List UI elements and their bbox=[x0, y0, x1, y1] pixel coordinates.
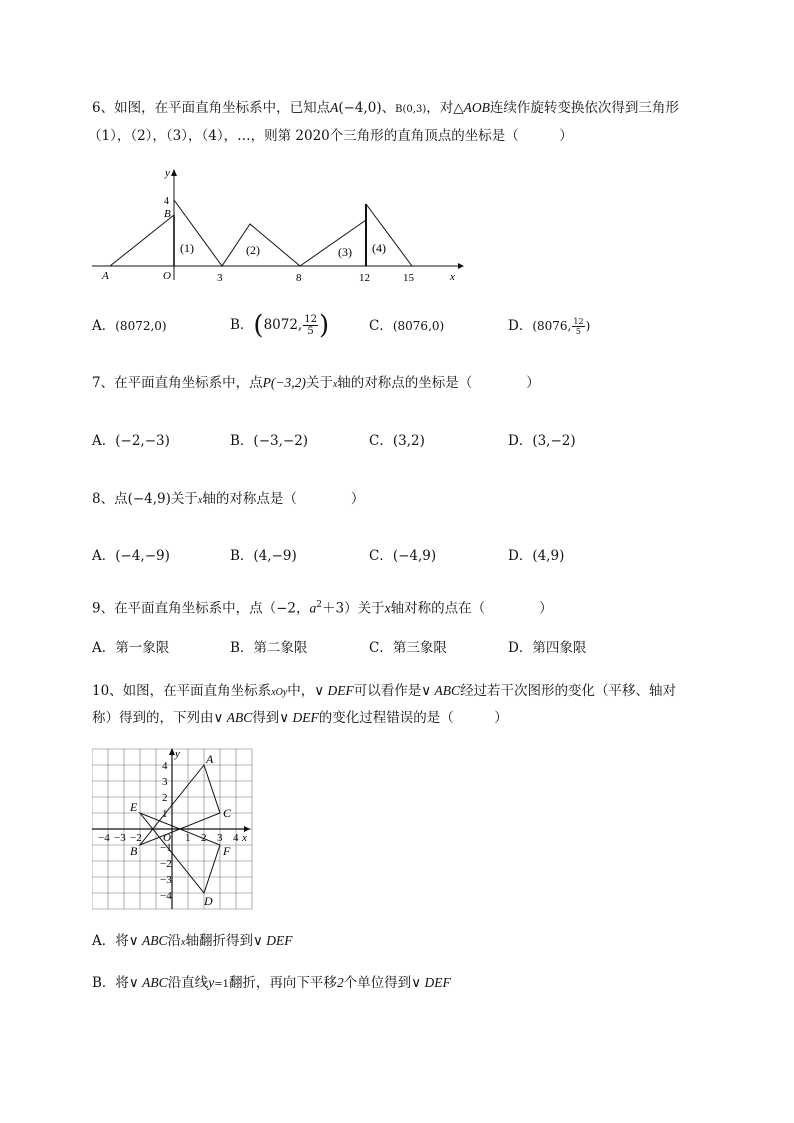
q10-abc: ∨ ABC bbox=[213, 710, 253, 725]
option-letter: C． bbox=[369, 548, 393, 564]
q10-y-tick: −2 bbox=[160, 858, 172, 870]
q10-x-tick: −2 bbox=[130, 832, 142, 844]
q6-y-label: y bbox=[165, 167, 170, 179]
q10-triangle-abc bbox=[140, 765, 220, 845]
q10-x-tick: 4 bbox=[233, 832, 239, 844]
q10-abc: ∨ ABC bbox=[128, 975, 168, 990]
q10-number: 2 bbox=[336, 975, 344, 990]
q10-text: 中， bbox=[287, 683, 315, 699]
q10-point-f: F bbox=[223, 844, 231, 858]
option-text: (−4,−9) bbox=[115, 548, 170, 564]
q6-tri1-hyp bbox=[110, 215, 174, 266]
q6-text: 6、如图，在平面直角坐标系中，已知点 bbox=[92, 100, 331, 116]
q6-line2: （1），（2），（3），（4），…，则第 2020个三角形的直角顶点的坐标是（ ） bbox=[88, 128, 573, 144]
q6-figure bbox=[92, 160, 472, 285]
q9-stem bbox=[92, 595, 553, 619]
option-text: (8076,0) bbox=[392, 319, 445, 333]
q6-x-tick: 12 bbox=[359, 272, 370, 284]
q10-origin: O bbox=[163, 832, 171, 844]
q8-option-b[interactable] bbox=[230, 546, 297, 566]
q7-option-c[interactable] bbox=[369, 431, 425, 451]
q6-tri3-hyp bbox=[300, 220, 366, 266]
q10-abc: ∨ ABC bbox=[421, 683, 461, 698]
q6-label-b: B bbox=[164, 208, 171, 220]
option-text: A．将 bbox=[92, 933, 129, 949]
q6-x-arrow bbox=[458, 263, 464, 269]
option-letter: A． bbox=[92, 318, 116, 334]
q10-option-a[interactable] bbox=[92, 931, 292, 953]
q9-axis: x bbox=[384, 600, 391, 616]
option-letter: A． bbox=[92, 433, 116, 449]
q10-eq-rhs: =1 bbox=[214, 979, 229, 990]
q10-y-label: y bbox=[175, 748, 180, 760]
q6-option-d[interactable] bbox=[508, 312, 590, 340]
q10-text: 可以看作是 bbox=[353, 683, 422, 699]
q6-option-c[interactable] bbox=[369, 316, 444, 336]
q8-option-d[interactable] bbox=[508, 546, 564, 566]
q6-text-mid: ，对 bbox=[426, 100, 454, 116]
paren-left: ( bbox=[253, 310, 264, 341]
q6-triangle: △AOB bbox=[453, 100, 490, 115]
q6-option-b[interactable] bbox=[230, 307, 329, 343]
option-text: 个单位得到 bbox=[343, 975, 412, 991]
q10-y-tick: −3 bbox=[160, 874, 172, 886]
option-text: 第四象限 bbox=[532, 640, 587, 656]
q7-option-a[interactable] bbox=[92, 431, 170, 451]
q10-def: ∨ DEF bbox=[252, 933, 293, 948]
q10-x-label: x bbox=[242, 832, 247, 844]
q7-stem bbox=[92, 373, 540, 395]
option-letter: D． bbox=[508, 433, 533, 449]
q10-def: ∨ DEF bbox=[279, 710, 319, 725]
q10-text: 称）得到的，下列由 bbox=[92, 710, 214, 726]
option-text: B．将 bbox=[92, 975, 129, 991]
q6-origin: O bbox=[163, 270, 171, 282]
q10-x-tick: −4 bbox=[98, 832, 110, 844]
q6-tri4-hyp bbox=[366, 204, 412, 266]
option-text: (4,9) bbox=[532, 548, 565, 564]
q9-option-a[interactable] bbox=[92, 638, 169, 658]
q7-axis: x bbox=[332, 379, 338, 390]
option-letter: C． bbox=[369, 318, 393, 334]
option-letter: C． bbox=[369, 433, 393, 449]
option-text: 第一象限 bbox=[115, 640, 170, 656]
q10-y-tick: 4 bbox=[162, 760, 168, 772]
option-letter: B． bbox=[230, 433, 254, 449]
option-letter: D． bbox=[508, 318, 533, 334]
q6-tri-label: (4) bbox=[372, 241, 386, 255]
option-text: ) bbox=[585, 319, 591, 333]
q10-figure bbox=[92, 747, 254, 911]
q6-option-a[interactable] bbox=[92, 316, 167, 336]
option-text: 沿直线 bbox=[167, 975, 209, 991]
q6-point-b: B(0,3) bbox=[395, 104, 427, 115]
q8-axis: x bbox=[197, 495, 203, 506]
option-text: (−4,9) bbox=[392, 548, 437, 564]
q10-text: 得到 bbox=[252, 710, 280, 726]
q10-text: 的变化过程错误的是（ ） bbox=[318, 710, 508, 726]
q6-y-tick-4: 4 bbox=[164, 196, 169, 207]
q6-text-post: 连续作旋转变换依次得到三角形 bbox=[489, 100, 679, 116]
option-text: (8072,0) bbox=[115, 319, 167, 333]
q10-y-tick: 1 bbox=[162, 808, 168, 820]
q6-point-a-coord: (−4,0) bbox=[338, 100, 382, 116]
fraction bbox=[572, 317, 584, 336]
q9-option-c[interactable] bbox=[369, 638, 447, 658]
option-text: (8076, bbox=[532, 319, 572, 333]
q10-y-tick: −1 bbox=[160, 842, 172, 854]
q10-x-tick: 2 bbox=[201, 832, 207, 844]
q9-option-b[interactable] bbox=[230, 638, 307, 658]
q9-option-d[interactable] bbox=[508, 638, 586, 658]
q10-x-tick: 3 bbox=[217, 832, 223, 844]
q10-text: 经过若干次图形的变化（平移、轴对 bbox=[460, 683, 677, 699]
option-text: 轴翻折得到 bbox=[185, 933, 253, 949]
fraction bbox=[303, 314, 318, 337]
q10-eq-var: y bbox=[208, 975, 215, 990]
q9-text-mid: ＋3）关于 bbox=[321, 600, 385, 617]
q9-sup: 2 bbox=[316, 600, 322, 610]
q10-point-e: E bbox=[130, 800, 138, 814]
option-text: 第三象限 bbox=[392, 640, 447, 656]
q6-x-tick: 15 bbox=[403, 272, 414, 284]
frac-den: 5 bbox=[307, 326, 314, 337]
option-text: (3,2) bbox=[392, 433, 425, 449]
option-letter: A． bbox=[92, 548, 116, 564]
q6-sep: 、 bbox=[381, 100, 396, 116]
q10-point-a: A bbox=[206, 752, 214, 766]
option-text: 沿 bbox=[167, 933, 182, 949]
q6-tri2 bbox=[174, 200, 300, 266]
q6-tri-label: (3) bbox=[338, 245, 352, 259]
option-text: 第二象限 bbox=[253, 640, 308, 656]
option-text: (−2,−3) bbox=[115, 433, 170, 449]
frac-den: 5 bbox=[575, 327, 582, 336]
frac-num: 12 bbox=[573, 317, 584, 326]
frac-num: 12 bbox=[304, 314, 317, 325]
paren-right: ) bbox=[318, 310, 330, 341]
q8-option-c[interactable] bbox=[369, 546, 436, 566]
q7-point: P(−3,2) bbox=[262, 375, 306, 390]
q10-xoy: xOy bbox=[271, 687, 288, 698]
q6-point-a: A bbox=[330, 100, 339, 115]
q6-tri-label: (1) bbox=[180, 241, 194, 255]
q10-abc: ∨ ABC bbox=[128, 933, 168, 948]
q8-stem bbox=[92, 489, 364, 511]
q10-x-tick: 1 bbox=[185, 832, 191, 844]
q6-x-tick: 3 bbox=[217, 272, 223, 284]
q7-text-mid: 关于 bbox=[305, 375, 333, 391]
option-text: 8072, bbox=[263, 317, 303, 333]
q10-y-tick: 3 bbox=[162, 776, 168, 788]
q6-tri-label: (2) bbox=[246, 243, 260, 257]
q10-point-d: D bbox=[204, 894, 213, 908]
q10-line1 bbox=[92, 681, 676, 703]
q10-triangle-def bbox=[140, 813, 220, 893]
option-text: 翻折，再向下平移 bbox=[228, 975, 337, 991]
q6-x-label: x bbox=[450, 271, 455, 283]
option-letter: D． bbox=[508, 548, 533, 564]
q6-line1 bbox=[92, 98, 679, 120]
q6-x-tick: 8 bbox=[296, 272, 302, 284]
q10-point-b: B bbox=[130, 844, 138, 858]
q9-text: 9、在平面直角坐标系中，点（−2， bbox=[92, 600, 310, 617]
option-text: (3,−2) bbox=[532, 433, 576, 449]
q8-text-mid: 关于 bbox=[170, 491, 198, 507]
q10-x-tick: −3 bbox=[114, 832, 126, 844]
q9-var-a: a bbox=[309, 600, 317, 616]
q10-def: ∨ DEF bbox=[314, 683, 354, 698]
q10-point-c: C bbox=[223, 806, 232, 820]
q10-def: ∨ DEF bbox=[411, 975, 451, 990]
option-text: (−3,−2) bbox=[253, 433, 309, 449]
option-letter: B． bbox=[230, 640, 254, 656]
option-text: (4,−9) bbox=[253, 548, 297, 564]
q8-option-a[interactable] bbox=[92, 546, 170, 566]
q6-label-a: A bbox=[102, 270, 109, 282]
option-letter: D． bbox=[508, 640, 533, 656]
q10-axis: x bbox=[181, 937, 186, 948]
q8-text: 8、点 bbox=[92, 491, 128, 507]
q10-y-tick: 2 bbox=[162, 792, 168, 804]
q7-option-b[interactable] bbox=[230, 431, 308, 451]
q10-text: 10、如图，在平面直角坐标系 bbox=[92, 683, 272, 699]
option-letter: A． bbox=[92, 640, 116, 656]
q6-y-arrow bbox=[171, 169, 177, 176]
option-letter: C． bbox=[369, 640, 393, 656]
q10-line2 bbox=[92, 708, 508, 728]
option-letter: B． bbox=[230, 548, 254, 564]
q10-y-tick: −4 bbox=[160, 890, 172, 902]
q8-point: (−4,9) bbox=[127, 491, 171, 507]
q7-text-post: 轴的对称点的坐标是（ ） bbox=[337, 375, 540, 391]
q7-option-d[interactable] bbox=[508, 431, 576, 451]
q7-text: 7、在平面直角坐标系中，点 bbox=[92, 375, 263, 391]
option-letter: B． bbox=[230, 317, 254, 333]
q10-option-b[interactable] bbox=[92, 973, 451, 995]
q9-text-post: 轴对称的点在（ ） bbox=[390, 600, 553, 617]
q8-text-post: 轴的对称点是（ ） bbox=[202, 491, 365, 507]
